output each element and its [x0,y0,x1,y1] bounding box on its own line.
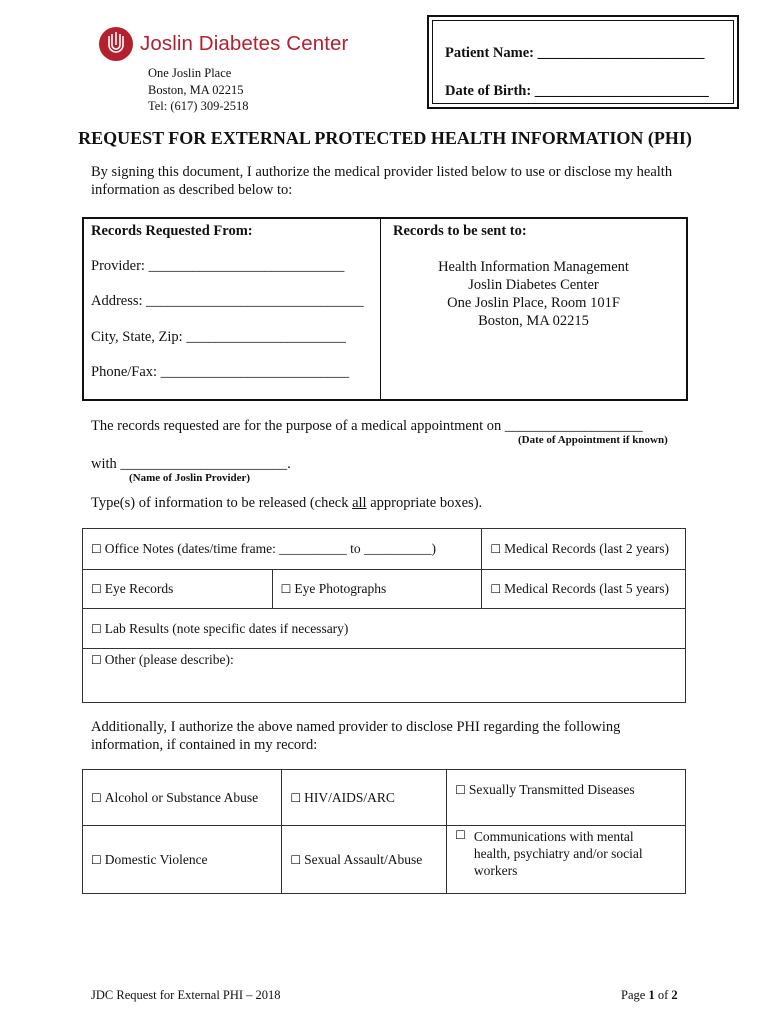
checkbox-icon[interactable]: ☐ [490,542,502,556]
address-line-1: One Joslin Place [148,66,232,80]
medical-5yr-label: Medical Records (last 5 years) [504,581,670,596]
checkbox-icon[interactable]: ☐ [91,790,102,805]
lab-results-label: Lab Results (note specific dates if necessary) [104,620,349,636]
eye-photos-label: Eye Photographs [294,581,387,596]
intro-paragraph: By signing this document, I authorize the medical provider listed below to use or disclose my health information as described below to: [91,164,673,198]
records-from-heading: Records Requested From: [91,223,253,239]
joslin-logo-icon [98,26,134,62]
alcohol-abuse-label: Alcohol or Substance Abuse [104,789,259,805]
records-to-heading: Records to be sent to: [393,223,527,239]
joslin-provider-caption: (Name of Joslin Provider) [129,472,251,484]
checkbox-icon[interactable]: ☐ [91,852,102,867]
phone-fax-field[interactable]: Phone/Fax: __________________________ [91,364,350,380]
types-heading: Type(s) of information to be released (check all appropriate boxes). [91,495,483,511]
other-option[interactable] [83,649,686,703]
eye-records-option[interactable] [83,570,273,609]
sexual-assault-label: Sexual Assault/Abuse [304,851,423,867]
office-notes-label: Office Notes (dates/time frame: __________ to __________) [104,541,436,556]
appointment-date-field[interactable]: The records requested are for the purpose of a medical appointment on ___________________ [91,418,643,434]
org-name: Joslin Diabetes Center [140,32,349,55]
page-title: REQUEST FOR EXTERNAL PROTECTED HEALTH INFORMATION (PHI) [78,128,692,148]
dest-line-1: Health Information Management [438,259,629,275]
checkbox-icon[interactable]: ☐ [91,621,102,636]
alcohol-abuse-option[interactable] [83,770,282,826]
city-state-zip-field[interactable]: City, State, Zip: ______________________ [91,329,346,345]
dest-line-3: One Joslin Place, Room 101F [447,295,620,311]
additional-paragraph: Additionally, I authorize the above named provider to disclose PHI regarding the following information, if contained in my record: [91,719,621,753]
sensitive-info-table [82,769,686,894]
dest-line-2: Joslin Diabetes Center [468,277,599,293]
sexual-assault-option[interactable] [282,826,447,894]
address-field[interactable]: Address: ______________________________ [91,293,364,309]
medical-5yr-option[interactable] [482,570,686,609]
hiv-label: HIV/AIDS/ARC [304,789,395,805]
provider-field[interactable]: Provider: ___________________________ [91,258,345,274]
std-label: Sexually Transmitted Diseases [468,782,635,797]
checkbox-icon[interactable]: ☐ [455,828,466,842]
dest-line-4: Boston, MA 02215 [478,313,589,329]
destination-address [381,258,686,330]
hiv-option[interactable] [282,770,447,826]
joslin-provider-field[interactable]: with _______________________. [91,456,291,472]
checkbox-icon[interactable]: ☐ [290,790,302,805]
org-address [148,65,249,115]
eye-records-label: Eye Records [104,581,174,596]
checkbox-icon[interactable]: ☐ [455,783,466,797]
domestic-violence-label: Domestic Violence [104,851,208,867]
appointment-date-caption: (Date of Appointment if known) [518,434,668,446]
checkbox-icon[interactable]: ☐ [290,852,302,867]
checkbox-icon[interactable]: ☐ [91,582,102,596]
footer-doc-id: JDC Request for External PHI – 2018 [91,988,281,1002]
mental-health-label: Communications with mental health, psychiatry and/or social workers [473,829,643,878]
info-types-table [82,528,686,703]
lab-results-option[interactable] [83,609,686,649]
domestic-violence-option[interactable] [83,826,282,894]
medical-2yr-label: Medical Records (last 2 years) [504,541,670,556]
medical-2yr-option[interactable] [482,529,686,570]
office-notes-option[interactable] [83,529,482,570]
logo [98,26,348,62]
checkbox-icon[interactable]: ☐ [91,653,102,667]
page-number: Page 1 of 2 [621,988,678,1002]
checkbox-icon[interactable]: ☐ [280,582,292,596]
records-box [82,217,688,401]
eye-photos-option[interactable] [272,570,482,609]
checkbox-icon[interactable]: ☐ [91,542,102,556]
date-of-birth-field[interactable]: Date of Birth: ________________________ [445,83,709,99]
std-option[interactable] [447,770,686,826]
patient-name-field[interactable]: Patient Name: _______________________ [445,45,705,61]
address-line-2: Boston, MA 02215 [148,82,244,97]
patient-info-box [427,15,739,109]
org-phone: Tel: (617) 309-2518 [148,99,249,113]
checkbox-icon[interactable]: ☐ [490,582,502,596]
other-label: Other (please describe): [104,652,234,667]
mental-health-option[interactable] [447,826,686,894]
